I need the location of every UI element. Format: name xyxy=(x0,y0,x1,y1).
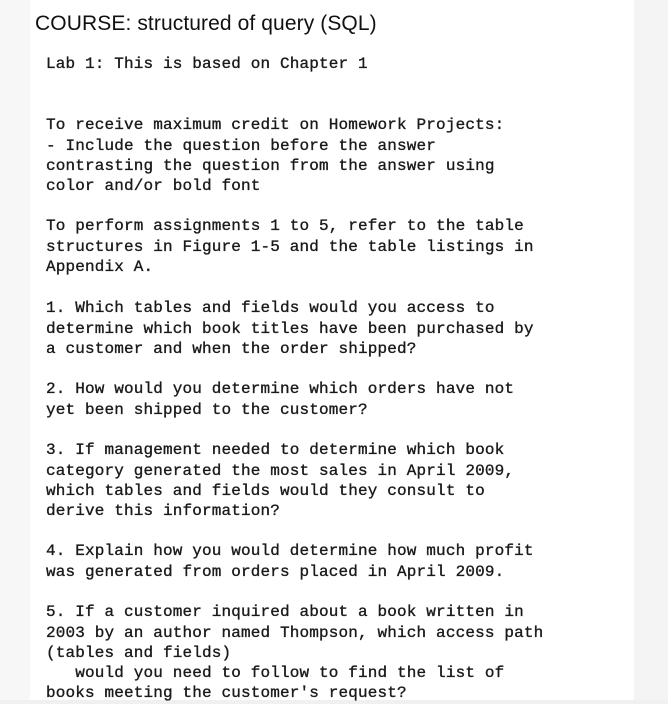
question-line: would you need to follow to find the list of xyxy=(46,664,505,683)
question-line: 2. How would you determine which orders have not xyxy=(46,380,515,399)
credit-instructions-line: - Include the question before the answer xyxy=(46,136,437,155)
question-line: a customer and when the order shipped? xyxy=(46,339,417,358)
question-line: derive this information? xyxy=(46,502,281,521)
course-title: COURSE: structured of query (SQL) xyxy=(35,12,377,35)
question-line: which tables and fields would they consult to xyxy=(46,481,485,500)
credit-instructions-line: contrasting the question from the answer using xyxy=(46,156,495,175)
question-line: 1. Which tables and fields would you access to xyxy=(46,299,495,318)
right-margin xyxy=(634,0,668,700)
credit-instructions-line: color and/or bold font xyxy=(46,177,261,196)
question-line: 4. Explain how you would determine how much profit xyxy=(46,542,534,561)
question-1 xyxy=(46,278,534,359)
assignment-intro-line: structures in Figure 1-5 and the table listings in xyxy=(46,237,534,256)
question-line: category generated the most sales in April 2009, xyxy=(46,461,515,480)
question-line: determine which book titles have been purchased by xyxy=(46,319,534,338)
credit-instructions-line: To receive maximum credit on Homework Projects: xyxy=(46,116,505,135)
question-line: 2003 by an author named Thompson, which access path xyxy=(46,623,544,642)
question-line: 3. If management needed to determine which book xyxy=(46,441,505,460)
question-3 xyxy=(46,420,514,521)
credit-instructions xyxy=(46,95,504,196)
question-4 xyxy=(46,521,534,582)
left-margin xyxy=(0,0,30,700)
assignment-intro-line: Appendix A. xyxy=(46,257,154,276)
question-line: 5. If a customer inquired about a book written in xyxy=(46,603,524,622)
question-line: was generated from orders placed in April 2009. xyxy=(46,562,505,581)
question-2 xyxy=(46,359,514,420)
question-line: books meeting the customer's request? xyxy=(46,684,407,703)
assignment-intro xyxy=(46,196,534,277)
assignment-intro-line: To perform assignments 1 to 5, refer to the table xyxy=(46,217,524,236)
question-5 xyxy=(46,582,543,704)
lab-title: Lab 1: This is based on Chapter 1 xyxy=(46,55,368,73)
question-line: yet been shipped to the customer? xyxy=(46,400,368,419)
question-line: (tables and fields) xyxy=(46,643,232,662)
